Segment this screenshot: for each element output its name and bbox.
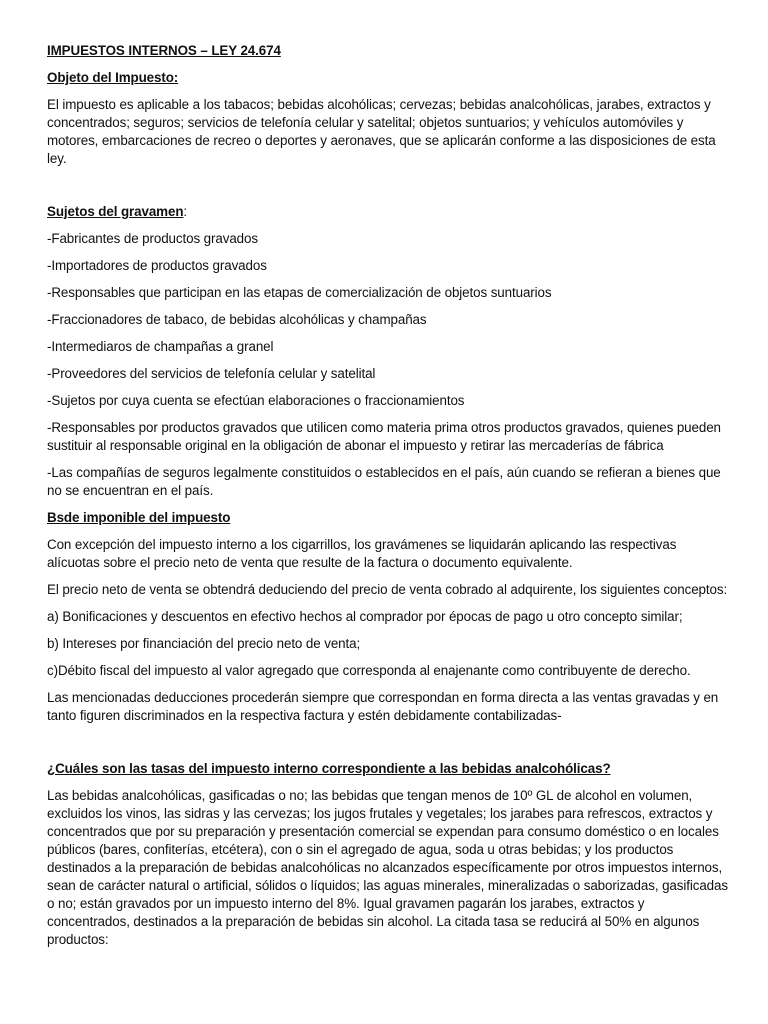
base-heading: Bsde imponible del impuesto	[47, 510, 231, 525]
objeto-body: El impuesto es aplicable a los tabacos; bebidas alcohólicas; cervezas; bebidas analcohólicas, jarabes, extractos y concentrados; seguros; servicios de telefonía celular y satelital; objetos suntuarios; y vehículos automóviles y motores, embarcaciones de recreo o deportes y aeronaves, que se aplicarán conforme a las disposiciones de esta ley.	[47, 97, 716, 166]
objeto-heading: Objeto del Impuesto:	[47, 70, 179, 85]
base-paragraph: b) Intereses por financiación del precio neto de venta;	[47, 636, 361, 651]
tasas-body: Las bebidas analcohólicas, gasificadas o no; las bebidas que tengan menos de 10º GL de alcohol en volumen, excluidos los vinos, las sidras y las cervezas; los jugos frutales y vegetales; los jarabes para refrescos, extractos y concentrados que por su preparación y presentación comercial se expendan para consumo doméstico o en locales públicos (bares, confiterías, etcétera), con o sin el agregado de agua, soda u otras bebidas; y los productos destinados a la preparación de bebidas analcohólicas no alcanzados específicamente por otros impuestos internos, sean de carácter natural o artificial, sólidos o líquidos; las aguas minerales, mineralizadas o saborizadas, gasificadas o no; están gravados por un impuesto interno del 8%. Igual gravamen pagarán los jarabes, extractos y concentrados, destinados a la preparación de bebidas sin alcohol. La citada tasa se reducirá al 50% en algunos productos:	[47, 788, 728, 947]
sujeto-item: -Fraccionadores de tabaco, de bebidas alcohólicas y champañas	[47, 312, 427, 327]
sujeto-item: -Sujetos por cuya cuenta se efectúan elaboraciones o fraccionamientos	[47, 393, 465, 408]
base-paragraph: c)Débito fiscal del impuesto al valor agregado que corresponda al enajenante como contribuyente de derecho.	[47, 663, 691, 678]
sujeto-item: -Intermediaros de champañas a granel	[47, 339, 274, 354]
sujeto-item: -Proveedores del servicios de telefonía celular y satelital	[47, 366, 376, 381]
sujeto-item: -Responsables por productos gravados que utilicen como materia prima otros productos gravados, quienes pueden sustituir al responsable original en la obligación de abonar el impuesto y retirar las mercaderías de fábrica	[47, 420, 721, 453]
sujeto-item: -Fabricantes de productos gravados	[47, 231, 258, 246]
sujetos-heading-colon: :	[183, 204, 188, 219]
base-paragraph: Con excepción del impuesto interno a los cigarrillos, los gravámenes se liquidarán aplicando las respectivas alícuotas sobre el precio neto de venta que resulte de la factura o documento equivalente.	[47, 537, 677, 570]
sujetos-heading-line	[47, 203, 728, 221]
base-paragraph: El precio neto de venta se obtendrá deduciendo del precio de venta cobrado al adquirente, los siguientes conceptos:	[47, 582, 728, 597]
sujeto-item: -Las compañías de seguros legalmente constituidos o establecidos en el país, aún cuando se refieran a bienes que no se encuentran en el país.	[47, 465, 721, 498]
sujeto-item: -Importadores de productos gravados	[47, 258, 267, 273]
sujetos-heading: Sujetos del gravamen	[47, 204, 184, 219]
tasas-heading: ¿Cuáles son las tasas del impuesto interno correspondiente a las bebidas analcohólicas?	[47, 761, 611, 776]
sujeto-item: -Responsables que participan en las etapas de comercialización de objetos suntuarios	[47, 285, 552, 300]
document-title: IMPUESTOS INTERNOS – LEY 24.674	[47, 43, 281, 58]
base-paragraph: Las mencionadas deducciones procederán siempre que correspondan en forma directa a las ventas gravadas y en tanto figuren discriminados en la respectiva factura y estén debidamente contabilizadas-	[47, 690, 719, 723]
base-paragraph: a) Bonificaciones y descuentos en efectivo hechos al comprador por épocas de pago u otro concepto similar;	[47, 609, 683, 624]
